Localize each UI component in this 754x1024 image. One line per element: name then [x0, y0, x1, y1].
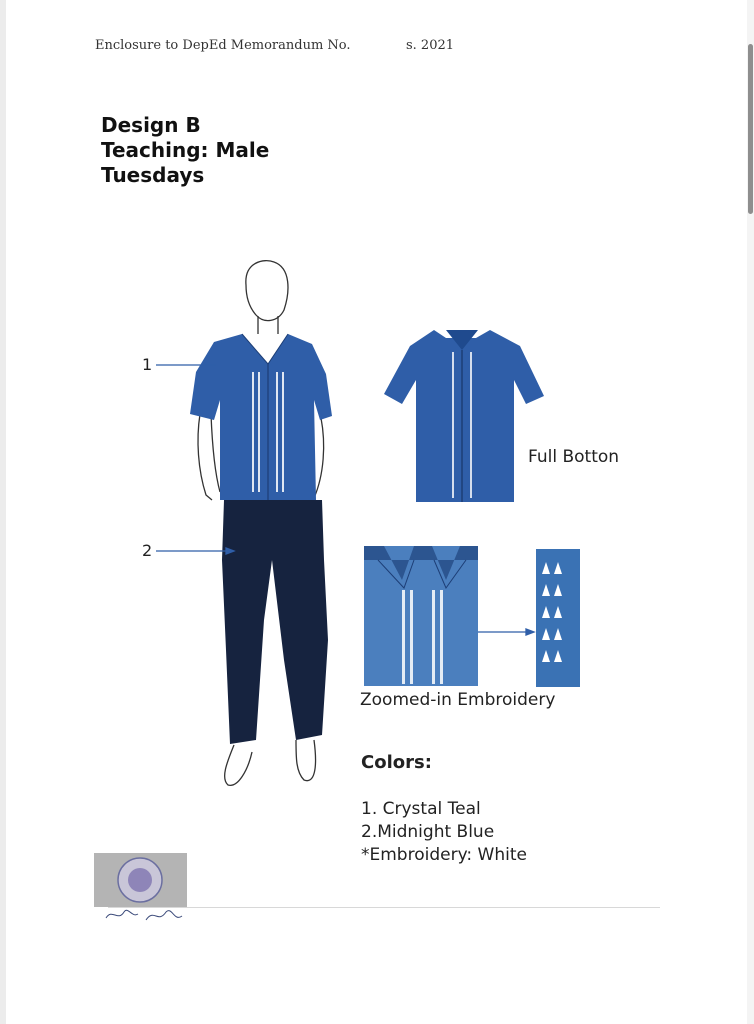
scrollbar[interactable]: [747, 0, 754, 1024]
memo-header-left: Enclosure to DepEd Memorandum No.: [95, 38, 351, 53]
callout-2: 2: [142, 541, 153, 560]
colors-list: [361, 798, 527, 867]
full-button-label: Full Botton: [528, 447, 620, 467]
figure-trousers: [222, 500, 328, 744]
zoomed-embroidery-label: Zoomed-in Embroidery: [360, 690, 556, 710]
memo-header-right: s. 2021: [406, 38, 455, 53]
embroidery-strip-image: [536, 549, 580, 687]
scrollbar-thumb[interactable]: [748, 44, 753, 214]
signature-icon: [106, 910, 182, 920]
uniform-illustration: [6, 0, 747, 1024]
color-item-3: *Embroidery: White: [361, 845, 527, 865]
deped-seal-icon: [94, 853, 187, 907]
figure-shirt: [190, 334, 332, 500]
title-line-3: Tuesdays: [101, 163, 205, 187]
color-item-1: 1. Crystal Teal: [361, 799, 481, 819]
title-line-1: Design B: [101, 113, 201, 137]
callout-1: 1: [142, 355, 153, 374]
full-shirt-image: [384, 330, 544, 502]
color-item-2: 2.Midnight Blue: [361, 822, 495, 842]
document-page: [6, 0, 747, 1024]
colors-heading: Colors:: [361, 752, 432, 773]
footer-divider: [108, 907, 660, 908]
collar-closeup-image: [364, 546, 478, 686]
title-line-2: Teaching: Male: [101, 138, 270, 162]
